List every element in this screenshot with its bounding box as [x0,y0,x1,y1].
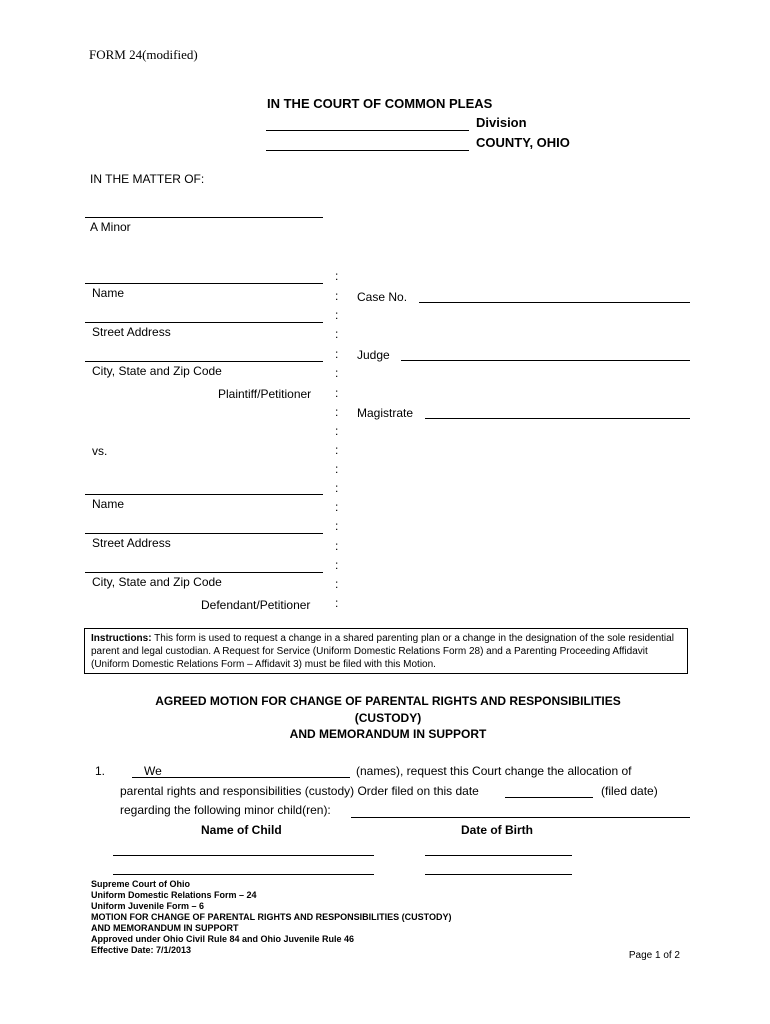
child-name-field-2[interactable] [113,874,374,875]
matter-of-label: IN THE MATTER OF: [90,172,205,186]
colon: : [335,481,339,495]
defendant-street-label: Street Address [92,536,171,550]
instructions-label: Instructions: [91,633,152,644]
minor-children-text: regarding the following minor child(ren): [120,803,331,817]
colon: : [335,462,339,476]
plaintiff-city-label: City, State and Zip Code [92,364,222,378]
colon: : [335,269,339,283]
defendant-city-label: City, State and Zip Code [92,575,222,589]
judge-label: Judge [357,348,390,362]
name-of-child-header: Name of Child [201,823,282,837]
court-title: IN THE COURT OF COMMON PLEAS [267,96,493,111]
footer-line: Supreme Court of Ohio [91,879,190,889]
colon: : [335,539,339,553]
plaintiff-name-label: Name [92,286,125,300]
instructions-text: This form is used to request a change in a shared parenting plan or a change in the designation of the sole residential parent and legal custodian. A Request for Service (Uniform Domestic Relations Form 28) and a Parenting Proceeding Affidavit (Uniform Domestic Relations Form – Affidavit 3) must be filed with this Motion. [91,633,674,670]
magistrate-field[interactable] [425,418,690,419]
footer-line: Uniform Domestic Relations Form – 24 [91,890,257,900]
colon: : [335,327,339,341]
colon: : [335,366,339,380]
defendant-role-label: Defendant/Petitioner [201,598,311,612]
children-line-field[interactable] [351,817,690,818]
colon: : [335,308,339,322]
child-dob-field-2[interactable] [425,874,572,875]
we-label: We [144,764,162,778]
plaintiff-city-field[interactable] [85,361,323,362]
motion-title-line1: AGREED MOTION FOR CHANGE OF PARENTAL RIGHTS AND RESPONSIBILITIES [155,694,621,708]
colon: : [335,519,339,533]
magistrate-label: Magistrate [357,406,414,420]
plaintiff-street-label: Street Address [92,325,171,339]
case-no-field[interactable] [419,302,690,303]
names-field[interactable] [132,777,350,778]
page-number: Page 1 of 2 [628,950,680,961]
judge-field[interactable] [401,360,690,361]
footer-line: Approved under Ohio Civil Rule 84 and Ohio Juvenile Rule 46 [91,934,355,944]
defendant-name-field[interactable] [85,494,323,495]
division-field[interactable] [266,130,469,131]
instructions-box [84,628,688,674]
order-date-text: parental rights and responsibilities (custody) Order filed on this date [120,784,479,798]
date-of-birth-header: Date of Birth [461,823,533,837]
footer-block [91,879,452,956]
county-label: COUNTY, OHIO [476,135,570,150]
colon: : [335,558,339,572]
footer-line: MOTION FOR CHANGE OF PARENTAL RIGHTS AND RESPONSIBILITIES (CUSTODY) [91,912,452,922]
child-dob-field-1[interactable] [425,855,572,856]
colon: : [335,347,339,361]
division-label: Division [476,115,527,130]
vs-label: vs. [92,444,108,458]
colon: : [335,405,339,419]
motion-title-line3: AND MEMORANDUM IN SUPPORT [289,727,487,741]
filed-date-field[interactable] [505,797,593,798]
footer-line: AND MEMORANDUM IN SUPPORT [91,923,239,933]
plaintiff-name-field[interactable] [85,283,323,284]
footer-line: Uniform Juvenile Form – 6 [91,901,205,911]
plaintiff-role-label: Plaintiff/Petitioner [218,387,312,401]
plaintiff-street-field[interactable] [85,322,323,323]
footer-line: Effective Date: 7/1/2013 [91,945,192,955]
defendant-street-field[interactable] [85,533,323,534]
paragraph-number: 1. [95,764,106,778]
filed-date-label: (filed date) [601,784,658,798]
case-no-label: Case No. [357,290,408,304]
colon: : [335,596,339,610]
colon: : [335,289,339,303]
colon: : [335,577,339,591]
names-suffix-text: (names), request this Court change the allocation of [356,764,632,778]
colon: : [335,443,339,457]
colon: : [335,424,339,438]
motion-title-line2: (CUSTODY) [354,711,422,725]
defendant-city-field[interactable] [85,572,323,573]
minor-name-field[interactable] [85,217,323,218]
colon: : [335,386,339,400]
minor-label: A Minor [90,220,131,234]
colon: : [335,500,339,514]
defendant-name-label: Name [92,497,125,511]
child-name-field-1[interactable] [113,855,374,856]
county-field[interactable] [266,150,469,151]
form-label: FORM 24(modified) [89,47,198,62]
